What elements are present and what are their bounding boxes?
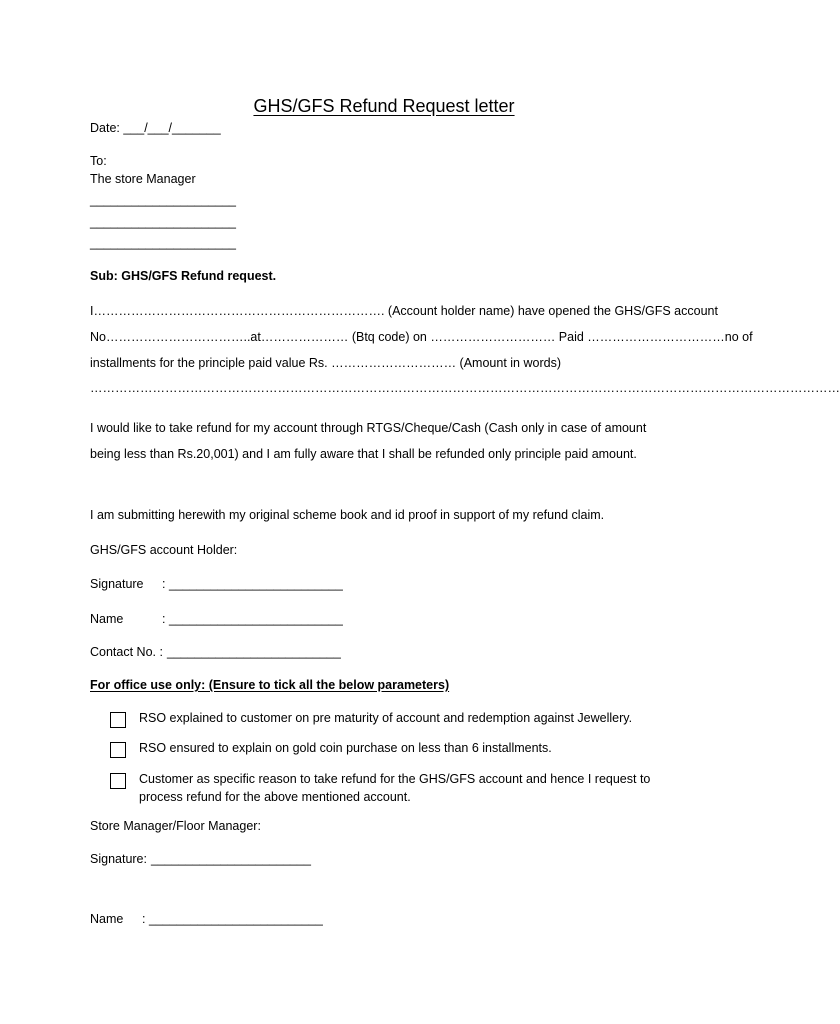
checklist-item: RSO explained to customer on pre maturity of account and redemption against Jewellery.	[139, 711, 633, 725]
holder-contact-label: Contact No. :	[90, 645, 163, 659]
to-label: To:	[90, 154, 107, 168]
addressee: The store Manager	[90, 172, 196, 186]
holder-name-field[interactable]: _________________________	[169, 612, 343, 626]
body-line: No……………………………..at………………… (Btq code) on ………………………… Paid ……………………………no of	[90, 330, 753, 344]
office-use-heading: For office use only: (Ensure to tick all the below parameters)	[90, 678, 450, 692]
date-line: Date: ___/___/_______	[90, 121, 221, 135]
holder-name-sep: :	[162, 612, 166, 626]
holder-contact-field[interactable]: _________________________	[167, 645, 341, 659]
manager-name-label: Name	[90, 912, 124, 926]
address-line: _____________________	[90, 236, 236, 250]
subject-line: Sub: GHS/GFS Refund request.	[90, 269, 277, 283]
address-line: _____________________	[90, 193, 236, 207]
holder-heading: GHS/GFS account Holder:	[90, 543, 238, 557]
body-dotted-line: ………………………………………………………………………………………………………………………………………………………………	[90, 381, 840, 395]
checklist-item: Customer as specific reason to take refund for the GHS/GFS account and hence I request to process refund for the above mentioned account.	[139, 772, 651, 804]
manager-name-sep: :	[142, 912, 146, 926]
holder-signature-field[interactable]: _________________________	[169, 577, 343, 591]
body-line: I……………………………………………………………. (Account holder name) have opened the GHS/GFS account	[90, 304, 718, 318]
manager-signature-field[interactable]: _______________________	[151, 852, 311, 866]
manager-heading: Store Manager/Floor Manager:	[90, 819, 261, 833]
checklist-item: RSO ensured to explain on gold coin purchase on less than 6 installments.	[139, 741, 552, 755]
holder-signature-sep: :	[162, 577, 166, 591]
manager-signature-label: Signature:	[90, 852, 147, 866]
page-title: GHS/GFS Refund Request letter	[253, 96, 515, 116]
checkbox-gold-coin[interactable]	[110, 742, 126, 758]
refund-paragraph-line: I would like to take refund for my account through RTGS/Cheque/Cash (Cash only in case of amount	[90, 421, 647, 435]
checkbox-pre-maturity[interactable]	[110, 712, 126, 728]
submission-line: I am submitting herewith my original scheme book and id proof in support of my refund claim.	[90, 508, 605, 522]
holder-signature-label: Signature	[90, 577, 144, 591]
holder-name-label: Name	[90, 612, 124, 626]
refund-paragraph-line: being less than Rs.20,001) and I am fully aware that I shall be refunded only principle paid amount.	[90, 447, 637, 461]
body-line: installments for the principle paid value Rs. ………………………… (Amount in words)	[90, 356, 561, 370]
address-line: _____________________	[90, 215, 236, 229]
manager-name-field[interactable]: _________________________	[149, 912, 323, 926]
checkbox-specific-reason[interactable]	[110, 773, 126, 789]
